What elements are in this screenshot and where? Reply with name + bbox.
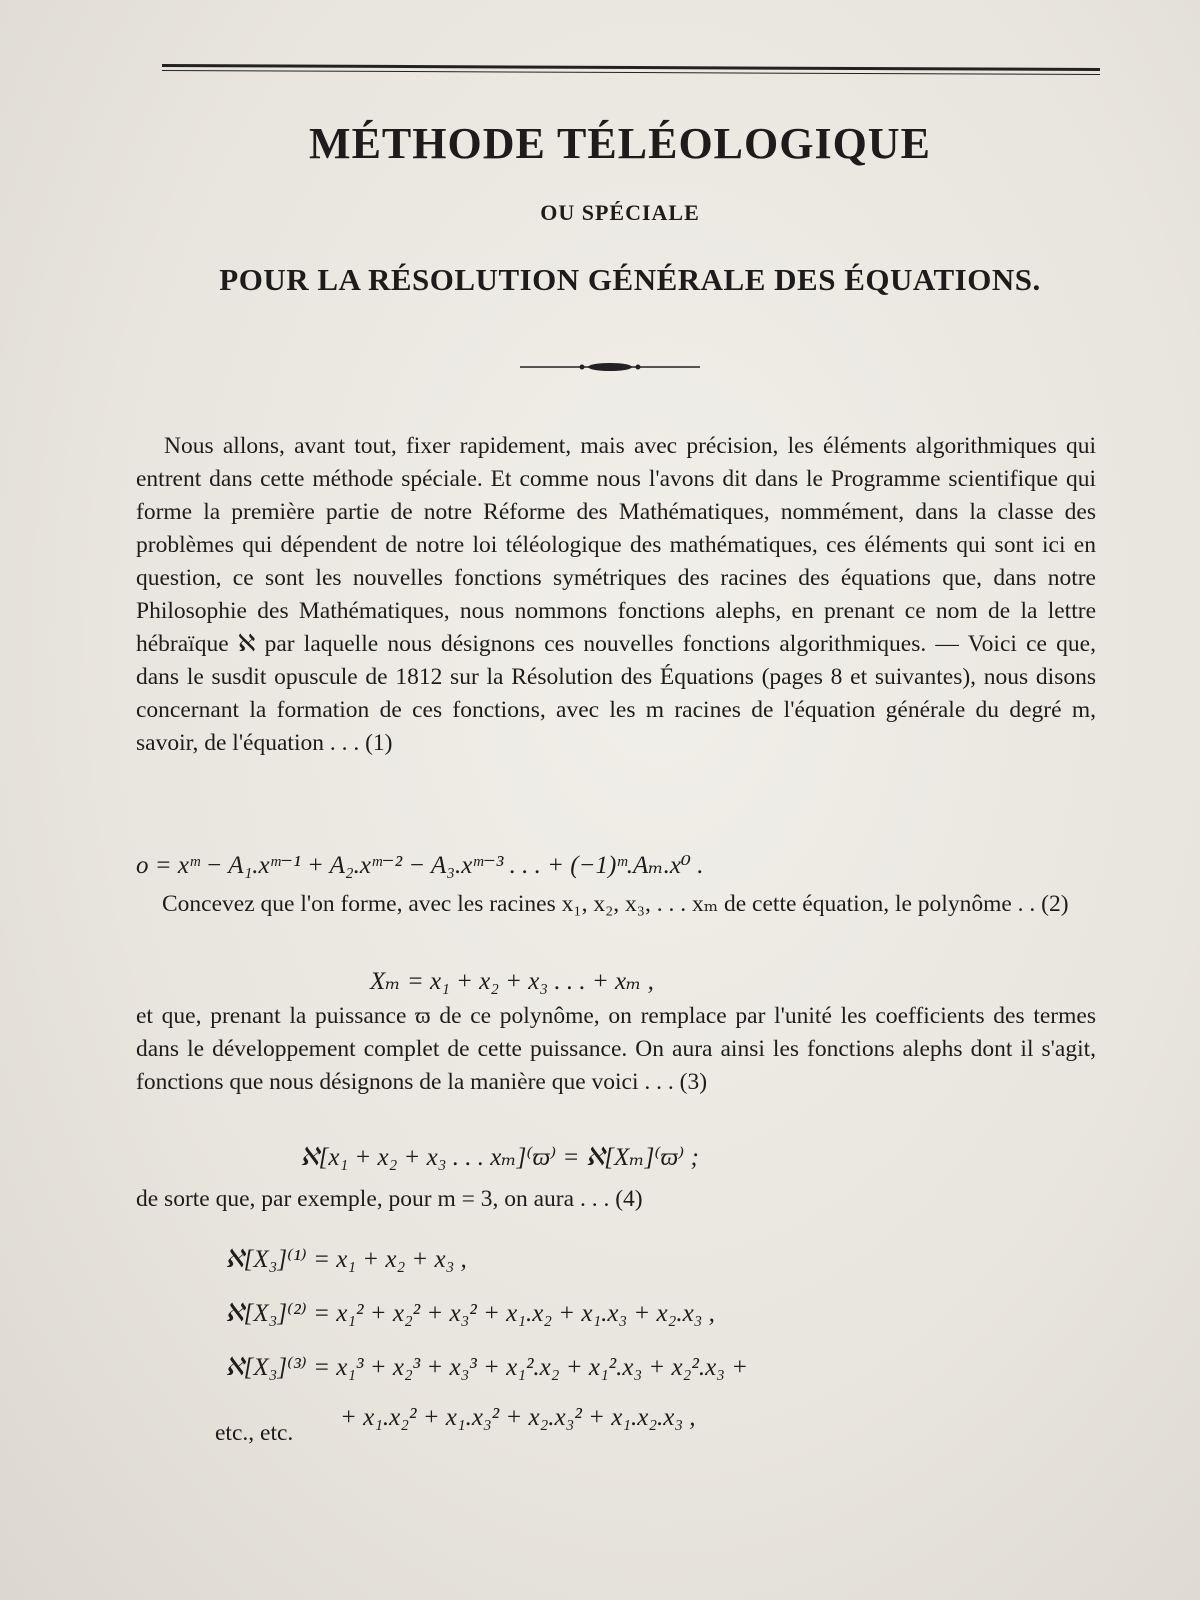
paragraph: et que, prenant la puissance ϖ de ce polynôme, on remplace par l'unité les coefficients des termes dans le développement complet de cette puissance. On aura ainsi les fonctions alephs dont il s'agit, fonctions que nous désignons de la manière que voici . . . (3) [136,1003,1096,1095]
header-rule [162,64,1100,75]
equation-2: Xₘ = x₁ + x₂ + x₃ . . . + xₘ , [370,968,654,995]
equation-4b: ℵ[X₃]⁽²⁾ = x₁² + x₂² + x₃² + x₁.x₂ + x₁.x₃ + x₂.x₃ , [225,1300,715,1327]
paragraph: de sorte que, par exemple, pour m = 3, on aura . . . (4) [136,1186,643,1212]
paragraph: Nous allons, avant tout, fixer rapidement, mais avec précision, les éléments algorithmiques qui entrent dans cette méthode spéciale. Et comme nous l'avons dit dans le Programme scientifique qui forme la première partie de notre Réforme des Mathématiques, nommément, dans la classe des problèmes qui dépendent de notre loi téléologique des mathématiques, ces éléments qui sont ici en question, ce sont les nouvelles fonctions symétriques des racines des équations que, dans notre Philosophie des Mathématiques, nous nommons fonctions alephs, en prenant ce nom de la lettre hébraïque ℵ par laquelle nous désignons ces nouvelles fonctions algorithmiques. — Voici ce que, dans le susdit opuscule de 1812 sur la Résolution des Équations (pages 8 et suivantes), nous disons concernant la formation de ces fonctions, avec les m racines de l'équation générale du degré m, savoir, de l'équation . . . (1) [136,433,1096,756]
paragraph: Concevez que l'on forme, avec les racines x₁, x₂, x₃, . . . xₘ de cette équation, le polynôme . . (2) [162,891,1069,917]
body-text [136,430,1096,760]
equation-4a: ℵ[X₃]⁽¹⁾ = x₁ + x₂ + x₃ , [225,1246,467,1273]
equation-3: ℵ[x₁ + x₂ + x₃ . . . xₘ]⁽ϖ⁾ = ℵ[Xₘ]⁽ϖ⁾ ; [300,1144,699,1171]
page-title-line2: POUR LA RÉSOLUTION GÉNÉRALE DES ÉQUATIONS. [219,262,1041,297]
etc-text: etc., etc. [215,1420,294,1446]
page-title: MÉTHODE TÉLÉOLOGIQUE [309,119,931,168]
equation-1: o = xᵐ − A₁.xᵐ⁻¹ + A₂.xᵐ⁻² − A₃.xᵐ⁻³ . . . + (−1)ᵐ.Aₘ.x⁰ . [136,852,704,879]
ornament-divider [520,360,700,374]
equation-4c: ℵ[X₃]⁽³⁾ = x₁³ + x₂³ + x₃³ + x₁².x₂ + x₁².x₃ + x₂².x₃ + [225,1354,748,1381]
equation-4d: + x₁.x₂² + x₁.x₃² + x₂.x₃² + x₁.x₂.x₃ , [340,1404,696,1431]
page-subtitle: OU SPÉCIALE [540,200,700,225]
